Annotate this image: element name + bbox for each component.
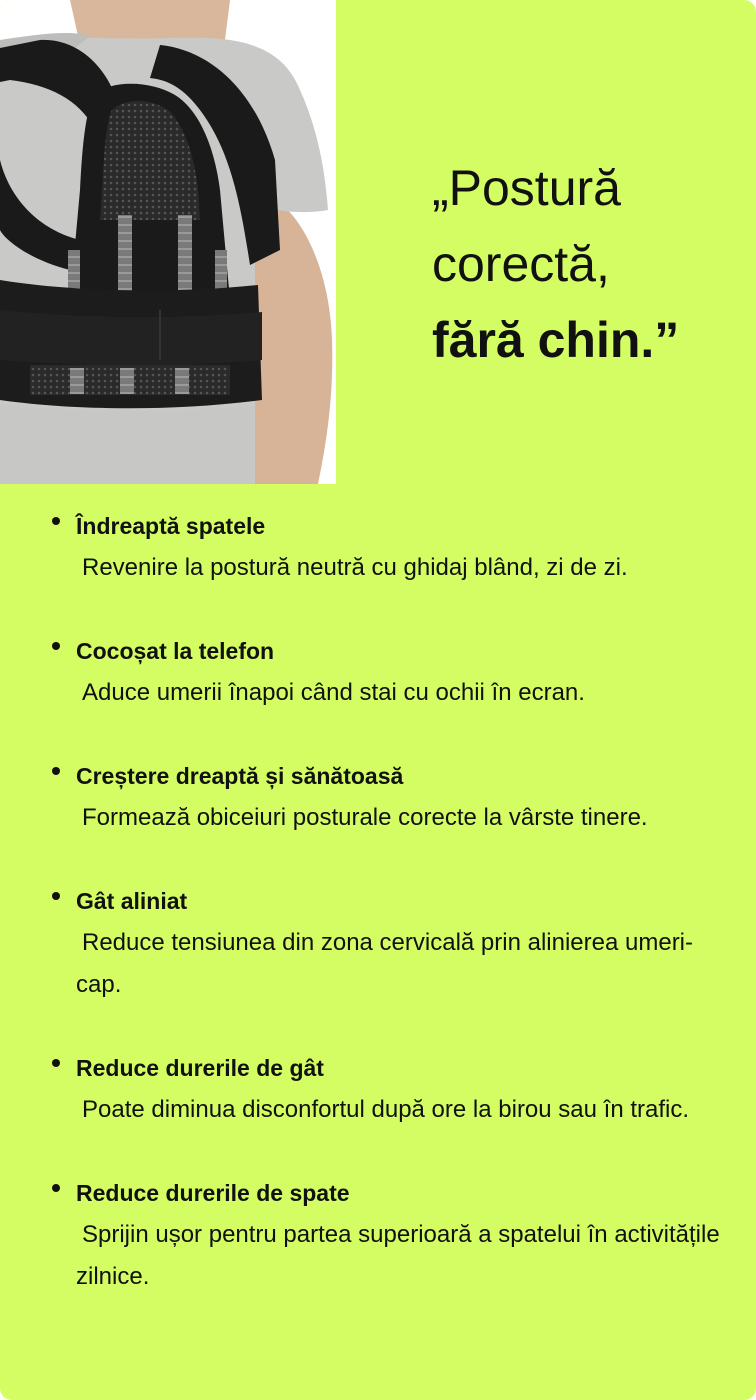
benefit-title: Creștere dreaptă și sănătoasă (76, 763, 404, 789)
benefit-title: Reduce durerile de gât (76, 1055, 324, 1081)
bullet-icon (52, 892, 60, 900)
benefit-description: Revenire la postură neutră cu ghidaj blând, zi de zi. (82, 554, 628, 581)
benefits-list (0, 505, 756, 1339)
benefit-title: Reduce durerile de spate (76, 1180, 350, 1206)
bullet-icon (52, 642, 60, 650)
benefit-title: Cocoșat la telefon (76, 638, 275, 664)
product-photo (0, 0, 336, 484)
benefit-description: Sprijin ușor pentru partea superioară a spatelui în activitățile zilnice. (76, 1221, 720, 1290)
bullet-icon (52, 767, 60, 775)
benefit-description: Formează obiceiuri posturale corecte la vârste tinere. (82, 804, 648, 831)
quote-line-1: „Postură (432, 160, 621, 216)
benefit-title: Îndreaptă spatele (76, 513, 266, 539)
bullet-icon (52, 1184, 60, 1192)
benefit-item (0, 755, 756, 839)
bullet-icon (52, 517, 60, 525)
benefit-item (0, 1047, 756, 1131)
quote-line-3: fără chin.” (432, 312, 680, 368)
benefit-description: Reduce tensiunea din zona cervicală prin alinierea umeri-cap. (76, 929, 694, 998)
benefit-description: Aduce umerii înapoi când stai cu ochii în ecran. (82, 679, 585, 706)
benefit-item (0, 630, 756, 714)
benefit-title: Gât aliniat (76, 888, 188, 914)
quote-line-2: corectă, (432, 236, 610, 292)
benefit-item (0, 880, 756, 1006)
bullet-icon (52, 1059, 60, 1067)
benefit-item (0, 505, 756, 589)
benefit-item (0, 1172, 756, 1298)
benefit-description: Poate diminua disconfortul după ore la birou sau în trafic. (82, 1096, 690, 1123)
hero-quote (432, 150, 742, 378)
